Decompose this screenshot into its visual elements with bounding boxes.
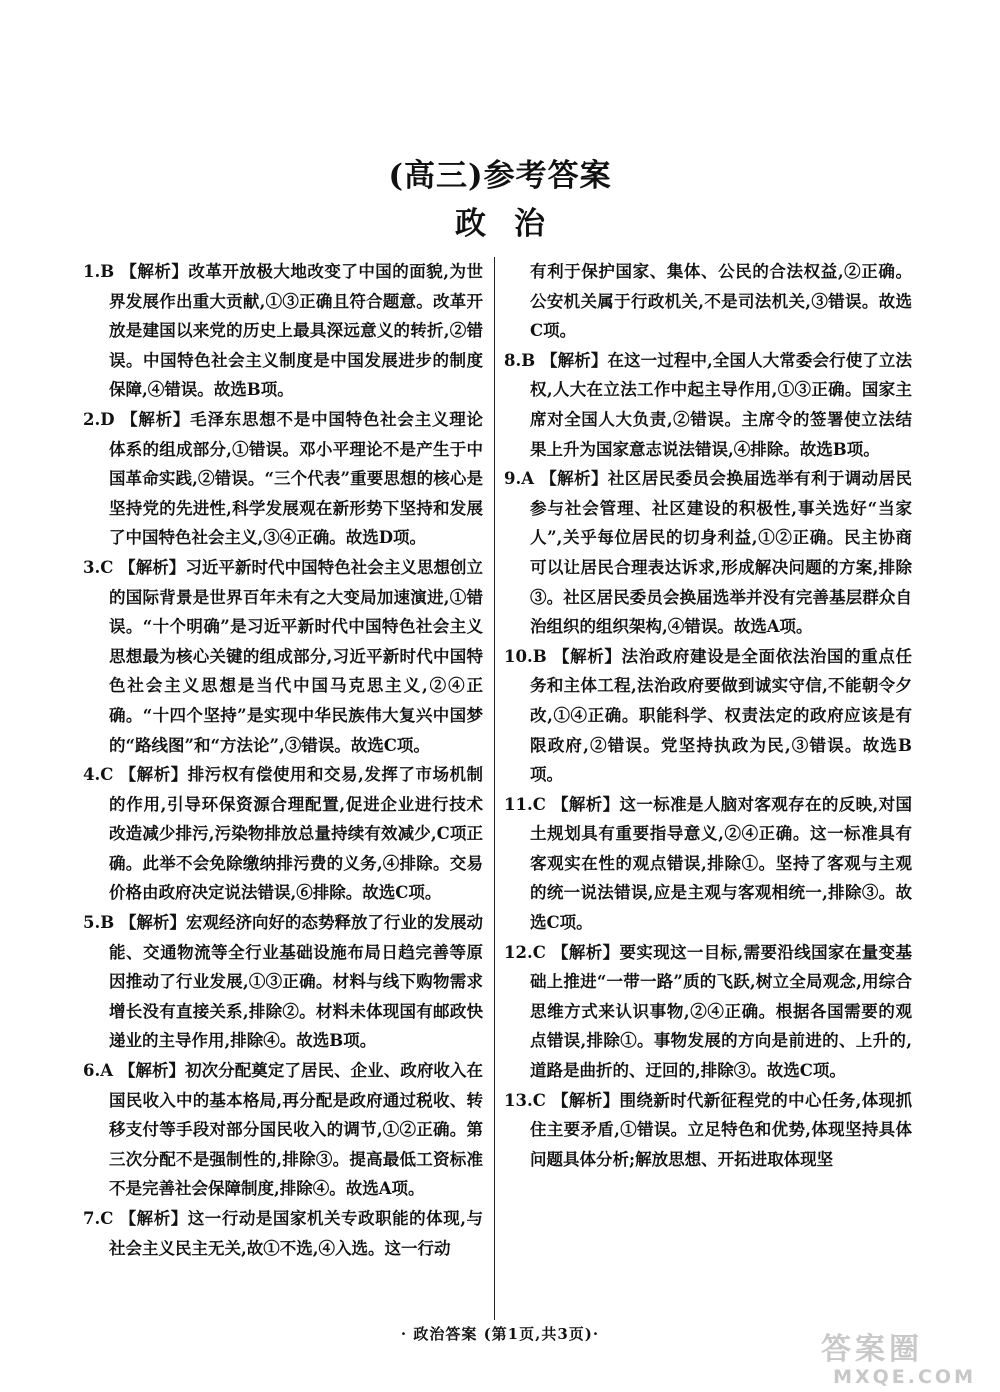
item-number: 10.B <box>504 646 547 666</box>
analysis-text: 这一标准是人脑对客观存在的反映,对国土规划具有重要指导意义,②④正确。这一标准具有客观实在性的观点错误,排除①。坚持了客观与主观的统一说法错误,应是主观与客观相统一,排除③。故选C项。 <box>530 794 913 933</box>
continued-text: 有利于保护国家、集体、公民的合法权益,②正确。公安机关属于行政机关,不是司法机关,③错误。故选C项。 <box>530 262 912 341</box>
item-number: 4.C <box>83 765 114 785</box>
item-number: 3.C <box>83 557 114 577</box>
analysis-text: 初次分配奠定了居民、企业、政府收入在国民收入中的基本格局,再分配是政府通过税收、转移支付等手段对部分国民收入的调节,①②正确。第三次分配不是强制性的,排除③。提高最低工资标准不是完善社会保障制度,排除④。故选A项。 <box>109 1061 484 1199</box>
page-footer: · 政治答案 (第1页,共3页)· <box>400 1325 600 1343</box>
item-number: 13.C <box>504 1090 546 1110</box>
answer-item <box>504 1086 912 1175</box>
answer-item <box>83 1056 483 1204</box>
answer-item <box>504 790 912 938</box>
answer-item <box>83 1204 483 1263</box>
item-number: 11.C <box>504 794 546 814</box>
watermark-text: 答案圈 <box>821 1332 923 1367</box>
analysis-text: 改革开放极大地改变了中国的面貌,为世界发展作出重大贡献,①③正确且符合题意。改革开放是建国以来党的历史上最具深远意义的转折,②错误。中国特色社会主义制度是中国发展进步的制度保障,④错误。故选B项。 <box>109 262 484 400</box>
analysis-tag: 【解析】 <box>119 765 188 785</box>
answer-item <box>83 760 483 908</box>
answer-item <box>504 938 912 1086</box>
analysis-tag: 【解析】 <box>553 646 622 666</box>
analysis-tag: 【解析】 <box>119 1209 188 1228</box>
analysis-tag: 【解析】 <box>540 469 608 489</box>
analysis-tag: 【解析】 <box>551 942 620 962</box>
page-subtitle: (高三)参考答案 <box>388 158 612 194</box>
answer-item <box>504 346 912 464</box>
analysis-text: 社区居民委员会换届选举有利于调动居民参与社会管理、社区建设的积极性,事关选好“当家人”,关乎每位居民的切身利益,①②正确。民主协商可以让居民合理表达诉求,形成解决问题的方案,排除③。社区居民委员会换届选举并没有完善基层群众自治组织的组织架构,④错误。故选A项。 <box>530 469 913 637</box>
answer-item <box>83 553 483 760</box>
analysis-tag: 【解析】 <box>551 794 620 814</box>
item-number: 7.C <box>83 1209 114 1228</box>
answer-item <box>504 642 912 790</box>
analysis-text: 在这一过程中,全国人大常委会行使了立法权,人大在立法工作中起主导作用,①③正确。国家主席对全国人大负责,②错误。主席令的签署使立法结果上升为国家意志说法错误,④排除。故选B项。 <box>530 350 913 459</box>
item-number: 1.B <box>83 262 115 281</box>
analysis-text: 宏观经济向好的态势释放了行业的发展动能、交通物流等全行业基础设施布局日趋完善等原因推动了行业发展,①③正确。材料与线下购物需求增长没有直接关系,排除②。材料未体现国有邮政快递业的主导作用,排除④。故选B项。 <box>109 913 483 1051</box>
answer-item <box>504 464 912 642</box>
answer-item <box>83 405 483 553</box>
item-number: 6.A <box>83 1061 114 1081</box>
analysis-tag: 【解析】 <box>541 350 608 370</box>
watermark-url: MXQE.COM <box>833 1366 976 1388</box>
analysis-tag: 【解析】 <box>119 557 186 577</box>
item-number: 2.D <box>83 409 115 429</box>
analysis-text: 这一行动是国家机关专政职能的体现,与社会主义民主无关,故①不选,④入选。这一行动 <box>109 1209 484 1258</box>
analysis-tag: 【解析】 <box>551 1090 620 1110</box>
item-number: 9.A <box>504 469 535 489</box>
analysis-text: 排污权有偿使用和交易,发挥了市场机制的作用,引导环保资源合理配置,促进企业进行技术改造减少排污,污染物排放总量持续有效减少,C项正确。此举不会免除缴纳排污费的义务,④排除。交易价格由政府决定说法错误,⑥排除。故选C项。 <box>109 765 484 903</box>
analysis-tag: 【解析】 <box>121 409 191 429</box>
analysis-tag: 【解析】 <box>118 1061 186 1081</box>
answer-item <box>83 257 483 405</box>
analysis-text: 围绕新时代新征程党的中心任务,体现抓住主要矛盾,①错误。立足特色和优势,体现坚持具体问题具体分析;解放思想、开拓进取体现坚 <box>530 1090 913 1169</box>
item-number: 8.B <box>504 350 536 370</box>
analysis-tag: 【解析】 <box>120 262 189 281</box>
left-column <box>83 257 483 1263</box>
analysis-text: 毛泽东思想不是中国特色社会主义理论体系的组成部分,①错误。邓小平理论不是产生于中国革命实践,②错误。“三个代表”重要思想的核心是坚持党的先进性,科学发展观在新形势下坚持和发展了中国特色社会主义,③④正确。故选D项。 <box>109 409 484 548</box>
watermark-logo <box>821 1333 986 1388</box>
analysis-text: 法治政府建设是全面依法治国的重点任务和主体工程,法治政府要做到诚实守信,不能朝令夕改,①④正确。职能科学、权责法定的政府应该是有限政府,②错误。党坚持执政为民,③错误。故选B项。 <box>530 646 913 785</box>
answer-item <box>83 908 483 1056</box>
analysis-text: 习近平新时代中国特色社会主义思想创立的国际背景是世界百年未有之大变局加速演进,①错误。“十个明确”是习近平新时代中国特色社会主义思想最为核心关键的组成部分,习近平新时代中国特色社会主义思想是当代中国马克思主义,②④正确。“十四个坚持”是实现中华民族伟大复兴中国梦的“路线图”和“方法论”,③错误。故选C项。 <box>109 557 484 755</box>
right-column <box>504 257 912 1174</box>
item-number: 5.B <box>83 913 115 933</box>
analysis-text: 要实现这一目标,需要沿线国家在量变基础上推进“一带一路”质的飞跃,树立全局观念,用综合思维方式来认识事物,②④正确。根据各国需要的观点错误,排除①。事物发展的方向是前进的、上升的,道路是曲折的、迂回的,排除③。故选C项。 <box>530 942 913 1081</box>
column-divider <box>494 257 495 1320</box>
page-title: 政治 <box>455 206 573 242</box>
item-number: 12.C <box>504 942 546 962</box>
analysis-tag: 【解析】 <box>119 913 186 933</box>
